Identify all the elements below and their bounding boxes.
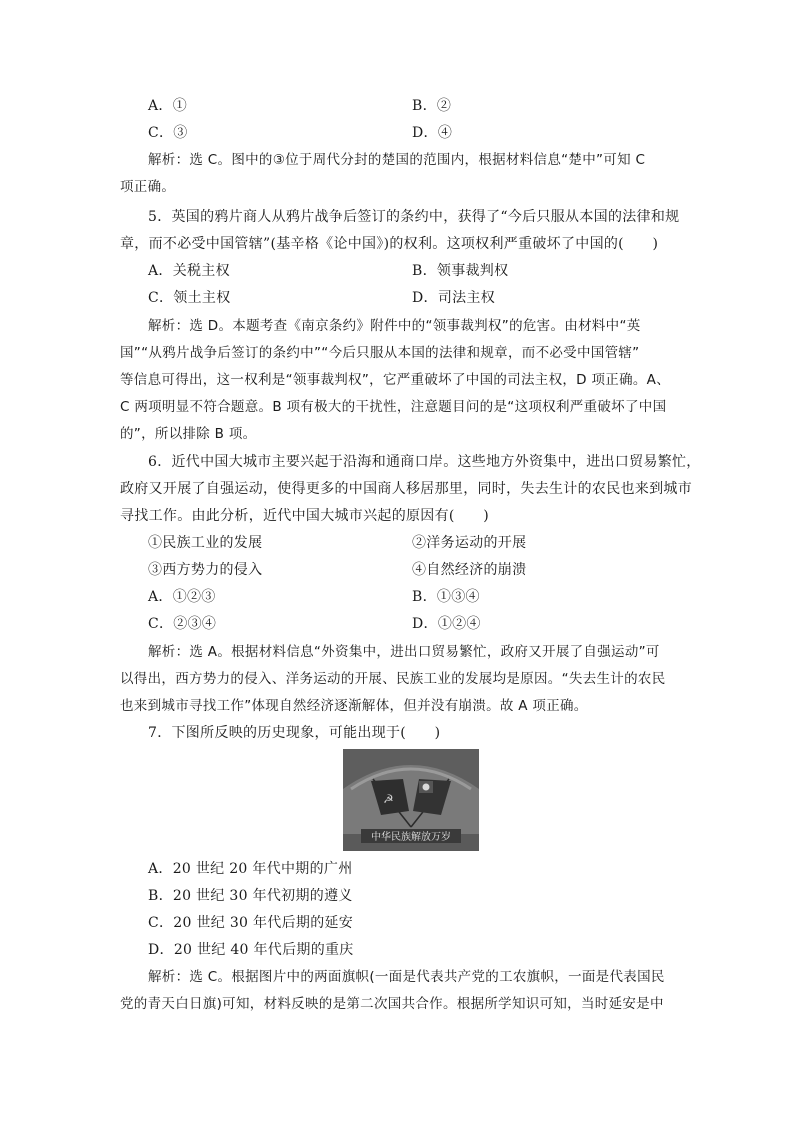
q5-option-a: A．关税主权 <box>148 263 230 279</box>
q6-item-1: ①民族工业的发展 <box>148 535 263 551</box>
q7-stem: 7．下图所反映的历史现象，可能出现于( ) <box>148 725 441 741</box>
q6-option-d: D．①②④ <box>412 616 481 632</box>
q4-option-b: B．② <box>412 98 452 114</box>
q5-stem-line: 5．英国的鸦片商人从鸦片战争后签订的条约中，获得了“今后只服从本国的法律和规 <box>148 209 680 225</box>
q6-stem-line: 寻找工作。由此分析，近代中国大城市兴起的原因有( ) <box>120 508 490 524</box>
q4-analysis-line: 解析：选 C。图中的③位于周代分封的楚国的范围内，根据材料信息“楚中”可知 C <box>148 152 646 168</box>
q7-option-d: D．20 世纪 40 年代后期的重庆 <box>148 942 354 958</box>
q7-option-b: B．20 世纪 30 年代初期的遵义 <box>148 888 353 904</box>
q4-option-a: A．① <box>148 98 188 114</box>
q6-option-a: A．①②③ <box>148 589 216 605</box>
q7-option-a: A．20 世纪 20 年代中期的广州 <box>148 861 353 877</box>
q5-option-b: B．领事裁判权 <box>412 263 509 279</box>
q6-option-c: C．②③④ <box>148 616 217 632</box>
q6-analysis-line: 也来到城市寻找工作”体现自然经济逐渐解体，但并没有崩溃。故 A 项正确。 <box>120 698 588 714</box>
q6-item-3: ③西方势力的侵入 <box>148 562 263 578</box>
q5-option-c: C．领土主权 <box>148 290 231 306</box>
q5-analysis-line: 解析：选 D。本题考查《南京条约》附件中的“领事裁判权”的危害。由材料中“英 <box>148 318 641 334</box>
q6-item-2: ②洋务运动的开展 <box>412 535 527 551</box>
q6-analysis-line: 解析：选 A。根据材料信息“外资集中，进出口贸易繁忙，政府又开展了自强运动”可 <box>148 644 660 660</box>
q6-option-b: B．①③④ <box>412 589 480 605</box>
q7-analysis-line: 解析：选 C。根据图片中的两面旗帜(一面是代表共产党的工农旗帜，一面是代表国民 <box>148 969 665 985</box>
sign-text: 中华民族解放万岁 <box>371 832 451 843</box>
q5-analysis-line: 的”，所以排除 B 项。 <box>120 426 257 442</box>
q4-option-d: D．④ <box>412 125 453 141</box>
q6-stem-line: 政府又开展了自强运动，使得更多的中国商人移居那里，同时，失去生计的农民也来到城市 <box>120 481 692 497</box>
q6-item-4: ④自然经济的崩溃 <box>412 562 527 578</box>
q4-option-c: C．③ <box>148 125 188 141</box>
q5-option-d: D．司法主权 <box>412 290 496 306</box>
q5-analysis-line: C 两项明显不符合题意。B 项有极大的干扰性，注意题目问的是“这项权利严重破坏了中国 <box>120 399 667 415</box>
photo-illustration <box>343 749 479 851</box>
q7-option-c: C．20 世纪 30 年代后期的延安 <box>148 915 354 931</box>
q7-analysis-line: 党的青天白日旗)可知，材料反映的是第二次国共合作。根据所学知识可知，当时延安是中 <box>120 996 664 1012</box>
q5-analysis-line: 等信息可得出，这一权利是“领事裁判权”，它严重破坏了中国的司法主权，D 项正确。A、 <box>120 372 671 388</box>
q5-stem-line: 章，而不必受中国管辖”(基辛格《论中国》)的权利。这项权利严重破坏了中国的( ) <box>120 236 659 252</box>
q4-analysis-line: 项正确。 <box>120 179 176 195</box>
svg-text:☭: ☭ <box>383 792 394 806</box>
q6-analysis-line: 以得出，西方势力的侵入、洋务运动的开展、民族工业的发展均是原因。“失去生计的农民 <box>120 671 666 687</box>
historical-photo <box>343 749 479 851</box>
q6-stem-line: 6．近代中国大城市主要兴起于沿海和通商口岸。这些地方外资集中，进出口贸易繁忙， <box>148 454 701 470</box>
q5-analysis-line: 国”“从鸦片战争后签订的条约中”“今后只服从本国的法律和规章，而不必受中国管辖” <box>120 345 640 361</box>
